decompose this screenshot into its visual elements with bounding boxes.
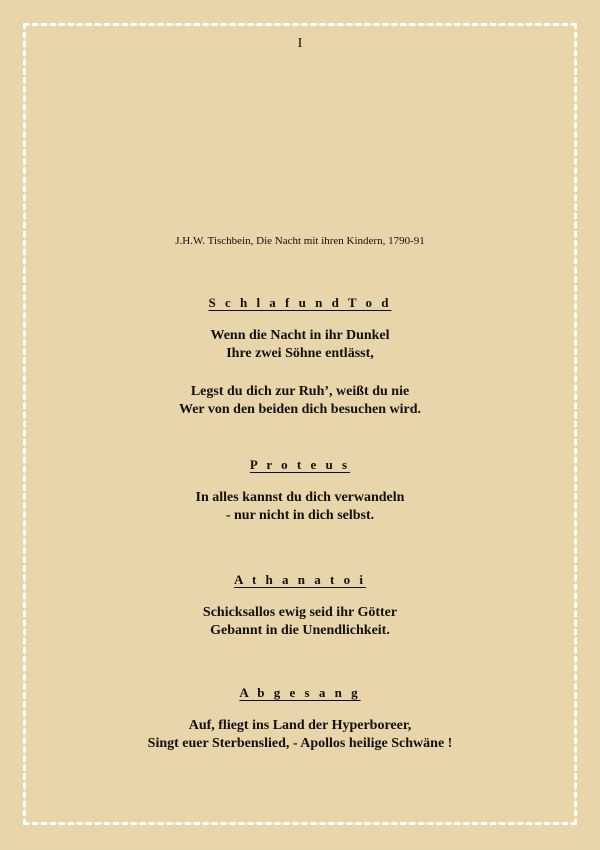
verse-line: Ihre zwei Söhne entlässt, — [226, 346, 374, 361]
poem-schlaf-und-tod — [0, 295, 600, 439]
verse-line: Legst du dich zur Ruh’, weißt du nie — [190, 384, 410, 399]
poem-abgesang — [0, 685, 600, 773]
verse-line: Auf, fliegt ins Land der Hyperboreer, — [188, 718, 412, 733]
poem-proteus — [0, 457, 600, 545]
verse-line: In alles kannst du dich verwandeln — [195, 490, 405, 505]
verse-line: Schicksallos ewig seid ihr Götter — [202, 605, 398, 620]
poem-title: S c h l a f u n d T o d — [208, 295, 392, 310]
poem-title: A t h a n a t o i — [234, 572, 366, 587]
verse-line: Wenn die Nacht in ihr Dunkel — [210, 328, 390, 343]
poem-athanatoi — [0, 572, 600, 660]
stanza — [0, 604, 600, 640]
poem-title: A b g e s a n g — [239, 685, 361, 700]
stanza — [0, 717, 600, 753]
verse-line: Wer von den beiden dich besuchen wird. — [178, 402, 422, 417]
stanza — [0, 489, 600, 525]
poem-title: P r o t e u s — [249, 457, 351, 472]
verse-line: Singt euer Sterbenslied, - Apollos heilige Schwäne ! — [147, 736, 453, 751]
stanza — [0, 327, 600, 363]
image-caption: J.H.W. Tischbein, Die Nacht mit ihren Kindern, 1790-91 — [175, 235, 425, 247]
verse-line: Gebannt in die Unendlichkeit. — [210, 623, 390, 638]
page-number: I — [297, 36, 303, 51]
verse-line: - nur nicht in dich selbst. — [225, 508, 375, 523]
stanza — [0, 383, 600, 419]
